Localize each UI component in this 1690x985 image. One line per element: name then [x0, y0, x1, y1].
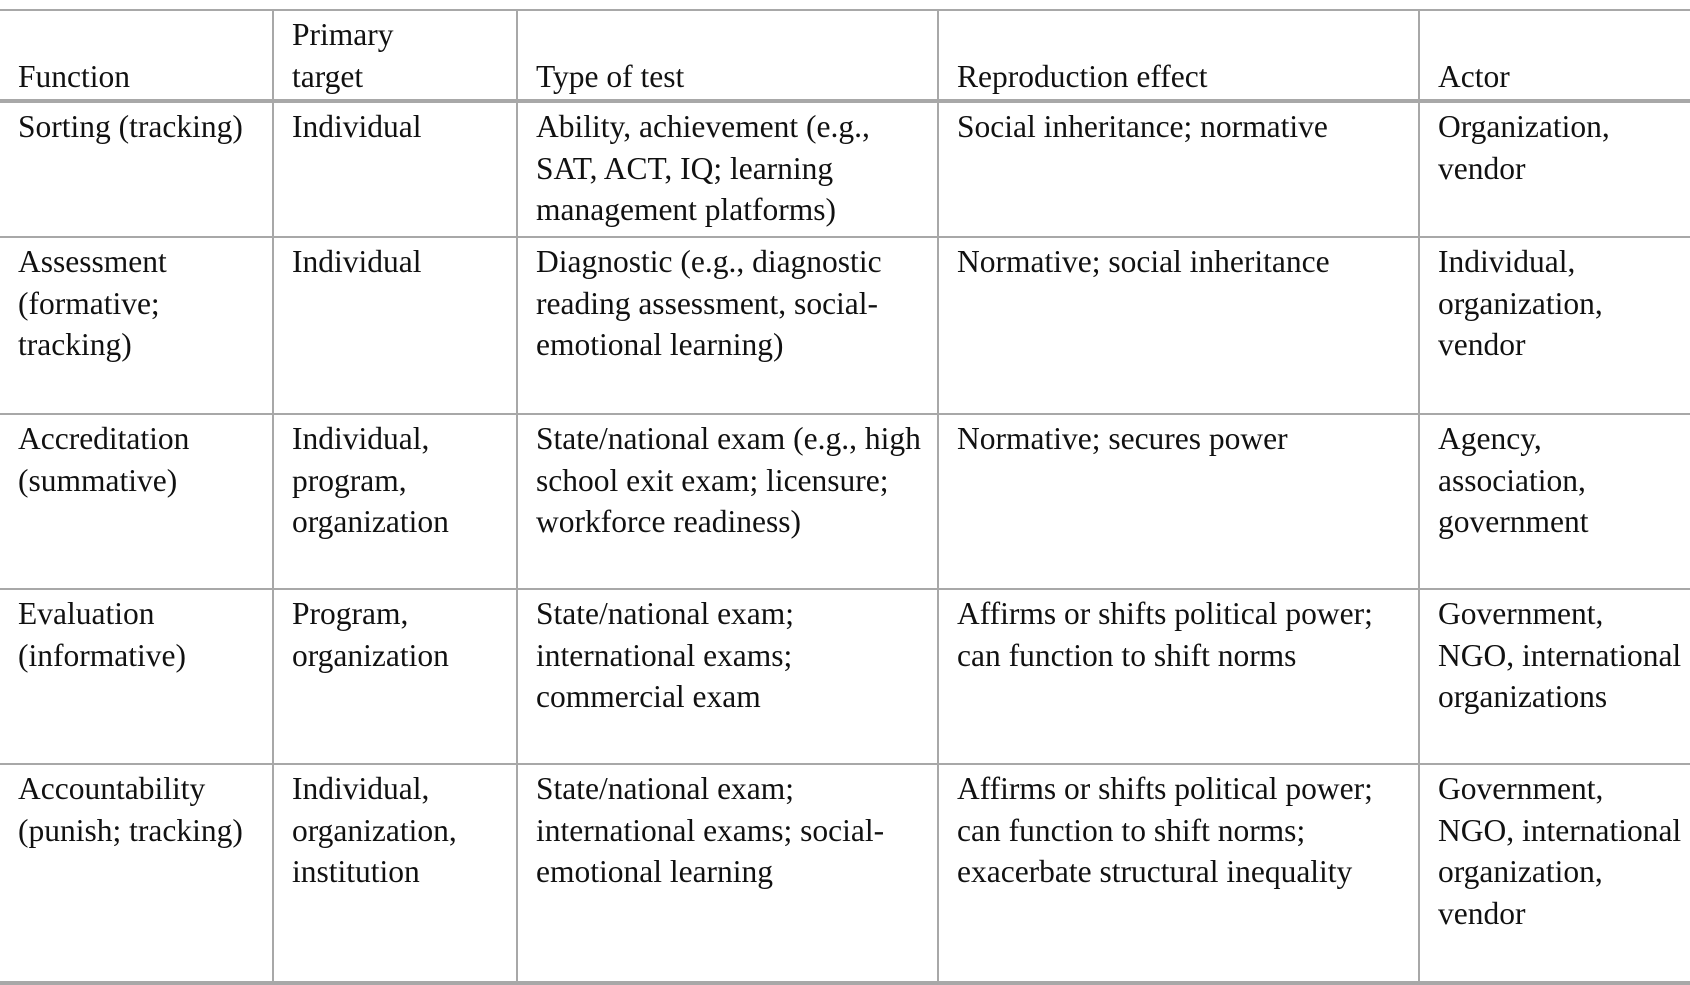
cell-reproduction-effect: Social inheritance; normative: [938, 101, 1419, 237]
cell-function: Sorting (tracking): [0, 101, 273, 237]
header-function: Function: [0, 10, 273, 101]
header-actor: Actor: [1419, 10, 1690, 101]
cell-reproduction-effect: Affirms or shifts political power; can function to shift norms; exacerbate structural inequality: [938, 764, 1419, 983]
header-type-of-test: Type of test: [517, 10, 938, 101]
table-container: [0, 9, 1690, 985]
cell-actor: Government, NGO, international organization, vendor: [1419, 764, 1690, 983]
cell-actor: Government, NGO, international organizations: [1419, 589, 1690, 764]
header-primary-target: Primary target: [273, 10, 517, 101]
cell-function: Accreditation (summative): [0, 414, 273, 589]
cell-actor: Agency, association, government: [1419, 414, 1690, 589]
header-reproduction-effect: Reproduction effect: [938, 10, 1419, 101]
test-functions-table: [0, 9, 1690, 985]
cell-type-of-test: State/national exam (e.g., high school exit exam; licensure; workforce readiness): [517, 414, 938, 589]
cell-primary-target: Individual: [273, 101, 517, 237]
cell-primary-target: Individual, organization, institution: [273, 764, 517, 983]
cell-reproduction-effect: Affirms or shifts political power; can function to shift norms: [938, 589, 1419, 764]
cell-function: Accountability (punish; tracking): [0, 764, 273, 983]
table-body: [0, 101, 1690, 983]
cell-primary-target: Individual, program, organization: [273, 414, 517, 589]
cell-function: Evaluation (informative): [0, 589, 273, 764]
table-row: [0, 764, 1690, 983]
cell-reproduction-effect: Normative; secures power: [938, 414, 1419, 589]
table-row: [0, 589, 1690, 764]
cell-actor: Individual, organization, vendor: [1419, 237, 1690, 414]
cell-type-of-test: Diagnostic (e.g., diagnostic reading assessment, social-emotional learning): [517, 237, 938, 414]
table-header: [0, 10, 1690, 101]
cell-actor: Organization, vendor: [1419, 101, 1690, 237]
cell-primary-target: Individual: [273, 237, 517, 414]
table-row: [0, 414, 1690, 589]
cell-function: Assessment (formative; tracking): [0, 237, 273, 414]
cell-reproduction-effect: Normative; social inheritance: [938, 237, 1419, 414]
cell-type-of-test: State/national exam; international exams; commercial exam: [517, 589, 938, 764]
cell-primary-target: Program, organization: [273, 589, 517, 764]
table-row: [0, 101, 1690, 237]
header-row: [0, 10, 1690, 101]
cell-type-of-test: State/national exam; international exams; social-emotional learning: [517, 764, 938, 983]
cell-type-of-test: Ability, achievement (e.g., SAT, ACT, IQ; learning management platforms): [517, 101, 938, 237]
table-row: [0, 237, 1690, 414]
